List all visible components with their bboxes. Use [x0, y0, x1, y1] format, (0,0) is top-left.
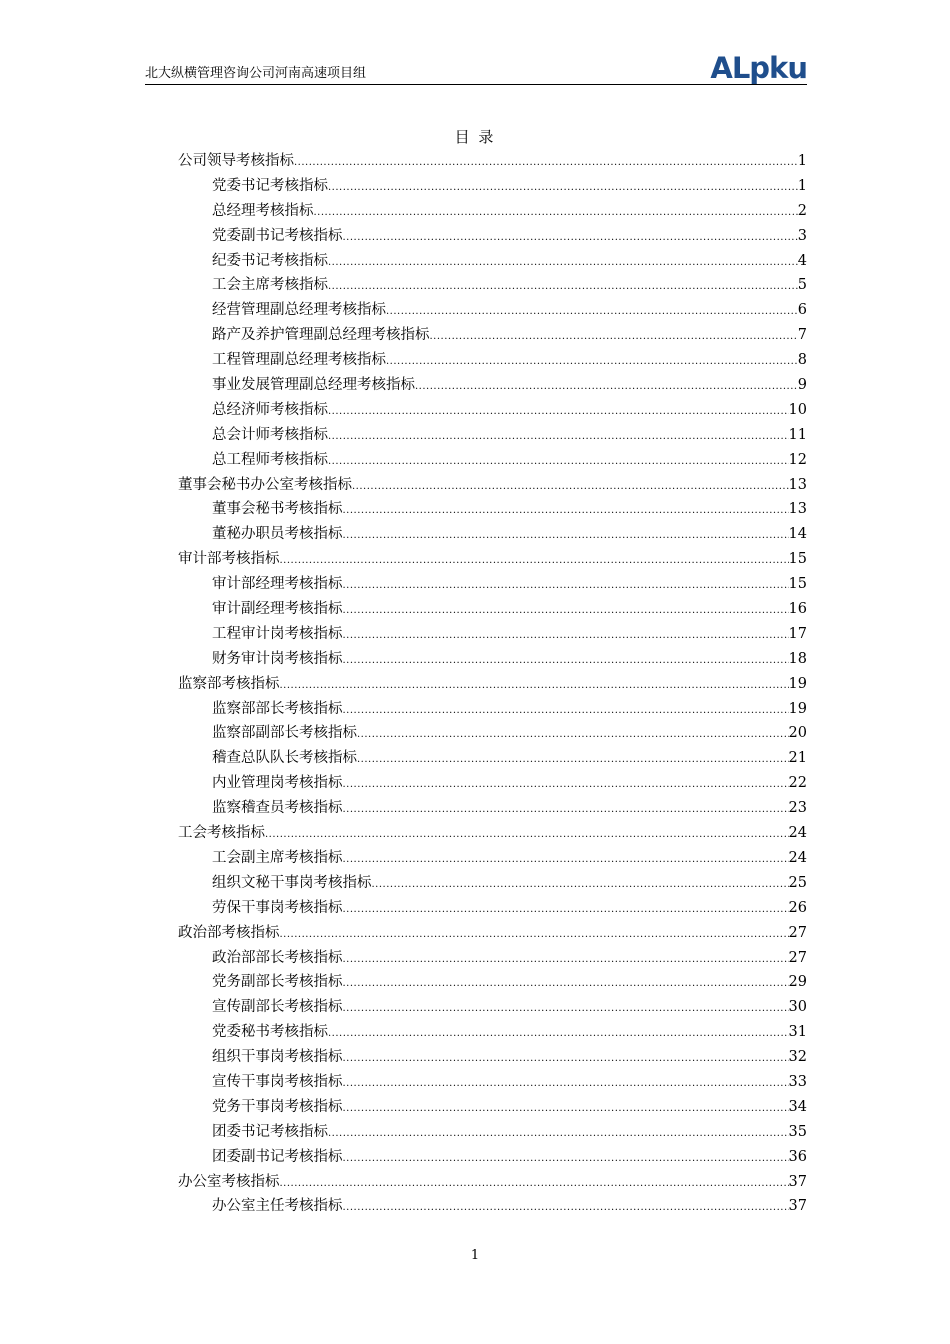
- toc-entry[interactable]: [178, 373, 807, 398]
- toc-entry[interactable]: [178, 896, 807, 921]
- toc-entry[interactable]: [178, 721, 807, 746]
- toc-entry[interactable]: [178, 423, 807, 448]
- toc-entry-label: 纪委书记考核指标: [212, 252, 328, 269]
- toc-entry-label: 监察部部长考核指标: [212, 700, 343, 717]
- toc-leader-dots: [343, 804, 789, 815]
- toc-entry-label: 总经济师考核指标: [212, 401, 328, 418]
- toc-entry[interactable]: [178, 995, 807, 1020]
- toc-entry-page: 25: [788, 874, 807, 891]
- toc-entry-label: 董事会秘书考核指标: [212, 501, 343, 518]
- toc-leader-dots: [386, 356, 798, 367]
- toc-entry-label: 审计部经理考核指标: [212, 576, 343, 593]
- toc-entry-page: 15: [788, 576, 807, 593]
- toc-leader-dots: [328, 456, 789, 467]
- toc-entry-page: 26: [788, 899, 807, 916]
- toc-leader-dots: [357, 729, 789, 740]
- toc-entry-label: 组织文秘干事岗考核指标: [212, 874, 372, 891]
- toc-leader-dots: [415, 381, 798, 392]
- toc-entry[interactable]: [178, 597, 807, 622]
- toc-entry-label: 工程审计岗考核指标: [212, 625, 343, 642]
- toc-entry-page: 6: [797, 302, 807, 319]
- toc-entry[interactable]: [178, 448, 807, 473]
- toc-leader-dots: [328, 406, 789, 417]
- toc-leader-dots: [328, 281, 798, 292]
- toc-entry[interactable]: [178, 871, 807, 896]
- toc-entry-label: 事业发展管理副总经理考核指标: [212, 377, 415, 394]
- toc-entry-page: 3: [797, 227, 807, 244]
- toc-entry-label: 工会主席考核指标: [212, 277, 328, 294]
- toc-entry-page: 1: [797, 177, 807, 194]
- toc-entry-label: 政治部考核指标: [178, 924, 280, 941]
- toc-entry-page: 5: [797, 277, 807, 294]
- toc-entry-label: 宣传干事岗考核指标: [212, 1073, 343, 1090]
- toc-entry-label: 办公室主任考核指标: [212, 1198, 343, 1215]
- toc-entry[interactable]: [178, 1045, 807, 1070]
- toc-entry[interactable]: [178, 1095, 807, 1120]
- toc-entry-label: 董秘办职员考核指标: [212, 526, 343, 543]
- toc-leader-dots: [343, 954, 789, 965]
- toc-entry-page: 29: [788, 974, 807, 991]
- toc-entry-label: 党委秘书考核指标: [212, 1024, 328, 1041]
- toc-leader-dots: [280, 929, 789, 940]
- toc-leader-dots: [265, 829, 789, 840]
- toc-entry-section[interactable]: [178, 473, 807, 498]
- table-of-contents: [178, 149, 807, 1219]
- toc-entry[interactable]: [178, 1194, 807, 1219]
- toc-leader-dots: [343, 232, 798, 243]
- toc-entry-label: 总会计师考核指标: [212, 426, 328, 443]
- page-header: [145, 52, 807, 85]
- toc-entry-page: 24: [788, 825, 807, 842]
- toc-leader-dots: [343, 779, 789, 790]
- toc-entry-label: 工会副主席考核指标: [212, 849, 343, 866]
- toc-entry-page: 19: [788, 675, 807, 692]
- toc-entry[interactable]: [178, 497, 807, 522]
- toc-entry-page: 32: [788, 1049, 807, 1066]
- toc-entry-label: 监察部考核指标: [178, 675, 280, 692]
- toc-entry[interactable]: [178, 348, 807, 373]
- toc-leader-dots: [328, 431, 789, 442]
- toc-entry-label: 政治部部长考核指标: [212, 949, 343, 966]
- toc-entry-label: 路产及养护管理副总经理考核指标: [212, 327, 430, 344]
- toc-entry[interactable]: [178, 697, 807, 722]
- toc-entry-page: 22: [788, 775, 807, 792]
- toc-entry-page: 21: [788, 750, 807, 767]
- toc-entry-label: 审计部考核指标: [178, 551, 280, 568]
- company-logo: [710, 53, 807, 83]
- toc-entry[interactable]: [178, 970, 807, 995]
- toc-entry[interactable]: [178, 249, 807, 274]
- toc-entry-page: 4: [797, 252, 807, 269]
- toc-entry-label: 劳保干事岗考核指标: [212, 899, 343, 916]
- toc-leader-dots: [357, 754, 789, 765]
- toc-entry[interactable]: [178, 1145, 807, 1170]
- toc-entry-label: 党务干事岗考核指标: [212, 1098, 343, 1115]
- toc-entry-label: 经营管理副总经理考核指标: [212, 302, 386, 319]
- toc-entry-page: 18: [788, 650, 807, 667]
- toc-leader-dots: [343, 1003, 789, 1014]
- toc-leader-dots: [314, 207, 798, 218]
- toc-leader-dots: [328, 257, 798, 268]
- toc-leader-dots: [294, 157, 798, 168]
- toc-entry-label: 工程管理副总经理考核指标: [212, 352, 386, 369]
- toc-entry-page: 23: [788, 800, 807, 817]
- toc-entry-label: 组织干事岗考核指标: [212, 1049, 343, 1066]
- toc-entry-page: 24: [788, 849, 807, 866]
- toc-leader-dots: [343, 1202, 789, 1213]
- toc-entry-page: 13: [788, 476, 807, 493]
- toc-entry-label: 党委副书记考核指标: [212, 227, 343, 244]
- toc-entry-label: 党委书记考核指标: [212, 177, 328, 194]
- toc-entry[interactable]: [178, 1120, 807, 1145]
- toc-entry[interactable]: [178, 398, 807, 423]
- toc-entry[interactable]: [178, 199, 807, 224]
- toc-entry-label: 审计副经理考核指标: [212, 601, 343, 618]
- toc-entry-label: 财务审计岗考核指标: [212, 650, 343, 667]
- toc-entry-page: 33: [788, 1073, 807, 1090]
- toc-entry[interactable]: [178, 946, 807, 971]
- toc-entry[interactable]: [178, 323, 807, 348]
- toc-entry-page: 11: [788, 426, 807, 443]
- toc-entry-label: 内业管理岗考核指标: [212, 775, 343, 792]
- toc-entry[interactable]: [178, 622, 807, 647]
- toc-entry-page: 37: [788, 1198, 807, 1215]
- toc-entry-label: 办公室考核指标: [178, 1173, 280, 1190]
- toc-entry-section[interactable]: [178, 149, 807, 174]
- toc-leader-dots: [343, 904, 789, 915]
- toc-entry-page: 35: [788, 1123, 807, 1140]
- toc-entry-label: 稽查总队队长考核指标: [212, 750, 357, 767]
- toc-entry-label: 党务副部长考核指标: [212, 974, 343, 991]
- toc-entry-section[interactable]: [178, 821, 807, 846]
- toc-entry-label: 工会考核指标: [178, 825, 265, 842]
- toc-entry-page: 13: [788, 501, 807, 518]
- logo-text: ALpku: [710, 51, 807, 85]
- toc-entry-page: 20: [788, 725, 807, 742]
- toc-entry-label: 监察稽查员考核指标: [212, 800, 343, 817]
- toc-leader-dots: [328, 1128, 789, 1139]
- toc-entry-page: 19: [788, 700, 807, 717]
- toc-leader-dots: [386, 306, 798, 317]
- toc-entry-label: 团委书记考核指标: [212, 1123, 328, 1140]
- toc-title: 目 录: [454, 128, 496, 146]
- toc-entry-label: 宣传副部长考核指标: [212, 999, 343, 1016]
- toc-entry-page: 14: [788, 526, 807, 543]
- toc-entry-page: 1: [797, 153, 807, 169]
- toc-leader-dots: [352, 481, 789, 492]
- toc-leader-dots: [430, 331, 798, 342]
- page-number: 1: [470, 1248, 480, 1263]
- toc-entry-page: 31: [788, 1024, 807, 1041]
- toc-entry-page: 30: [788, 999, 807, 1016]
- toc-leader-dots: [343, 630, 789, 641]
- toc-entry[interactable]: [178, 273, 807, 298]
- toc-entry-page: 27: [788, 924, 807, 941]
- toc-entry-label: 总工程师考核指标: [212, 451, 328, 468]
- toc-leader-dots: [343, 1078, 789, 1089]
- toc-entry[interactable]: [178, 174, 807, 199]
- toc-entry-page: 2: [797, 202, 807, 219]
- toc-leader-dots: [280, 680, 789, 691]
- toc-entry-page: 34: [788, 1098, 807, 1115]
- toc-entry[interactable]: [178, 1020, 807, 1045]
- toc-entry[interactable]: [178, 647, 807, 672]
- toc-entry-section[interactable]: [178, 672, 807, 697]
- toc-entry[interactable]: [178, 224, 807, 249]
- toc-entry-section[interactable]: [178, 1170, 807, 1195]
- toc-entry-page: 7: [797, 327, 807, 344]
- toc-entry-page: 37: [788, 1173, 807, 1190]
- toc-entry-label: 团委副书记考核指标: [212, 1148, 343, 1165]
- toc-entry[interactable]: [178, 771, 807, 796]
- toc-entry-page: 15: [788, 551, 807, 568]
- toc-entry-section[interactable]: [178, 921, 807, 946]
- toc-entry-page: 12: [788, 451, 807, 468]
- toc-entry-label: 公司领导考核指标: [178, 153, 294, 169]
- toc-leader-dots: [280, 1178, 789, 1189]
- toc-entry[interactable]: [178, 846, 807, 871]
- toc-entry[interactable]: [178, 746, 807, 771]
- toc-entry-page: 17: [788, 625, 807, 642]
- toc-leader-dots: [343, 854, 789, 865]
- toc-entry-label: 监察部副部长考核指标: [212, 725, 357, 742]
- toc-leader-dots: [343, 1053, 789, 1064]
- toc-entry-page: 8: [797, 352, 807, 369]
- toc-entry-label: 总经理考核指标: [212, 202, 314, 219]
- toc-leader-dots: [343, 705, 789, 716]
- toc-leader-dots: [343, 530, 789, 541]
- toc-entry-section[interactable]: [178, 547, 807, 572]
- toc-leader-dots: [372, 879, 789, 890]
- toc-leader-dots: [343, 605, 789, 616]
- toc-leader-dots: [343, 580, 789, 591]
- toc-entry[interactable]: [178, 1070, 807, 1095]
- toc-leader-dots: [343, 978, 789, 989]
- toc-leader-dots: [328, 182, 798, 193]
- toc-entry[interactable]: [178, 572, 807, 597]
- toc-entry[interactable]: [178, 298, 807, 323]
- toc-entry-page: 36: [788, 1148, 807, 1165]
- header-org-name: 北大纵横管理咨询公司河南高速项目组: [145, 66, 367, 81]
- toc-entry-label: 董事会秘书办公室考核指标: [178, 476, 352, 493]
- toc-leader-dots: [343, 655, 789, 666]
- toc-entry-page: 16: [788, 601, 807, 618]
- toc-entry-page: 9: [797, 377, 807, 394]
- toc-entry-page: 27: [788, 949, 807, 966]
- toc-leader-dots: [343, 1103, 789, 1114]
- toc-entry-page: 10: [788, 401, 807, 418]
- toc-entry[interactable]: [178, 796, 807, 821]
- toc-leader-dots: [328, 1028, 789, 1039]
- toc-leader-dots: [280, 555, 789, 566]
- toc-entry[interactable]: [178, 522, 807, 547]
- toc-leader-dots: [343, 505, 789, 516]
- toc-leader-dots: [343, 1153, 789, 1164]
